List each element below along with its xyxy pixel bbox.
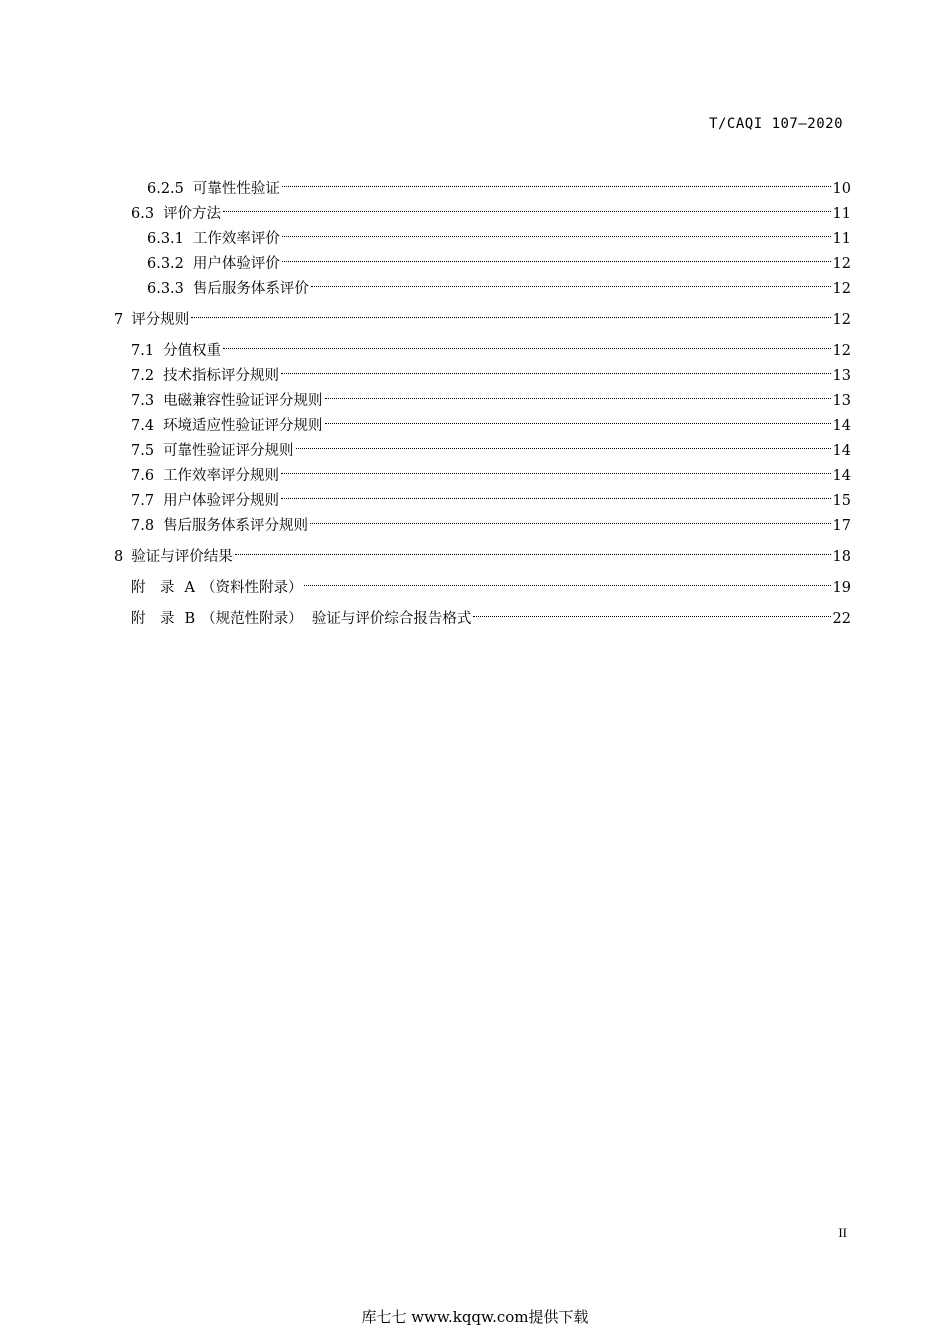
toc-entry-title: 电磁兼容性验证评分规则	[163, 393, 323, 409]
toc-entry-number: 7.1	[131, 343, 155, 359]
toc-leader-dots	[223, 333, 830, 355]
toc-leader-dots	[304, 570, 830, 592]
toc-entry-number: 7.8	[131, 518, 155, 534]
toc-leader-dots	[235, 539, 831, 561]
toc-leader-dots	[191, 302, 830, 324]
toc-entry-number: 7.7	[131, 493, 155, 509]
toc-entry-page: 17	[832, 518, 851, 534]
toc-entry-title: 售后服务体系评价	[192, 281, 309, 297]
toc-entry-number: 7.3	[131, 393, 155, 409]
toc-entry-number: 7	[114, 312, 124, 328]
appendix-title: （规范性附录） 验证与评价综合报告格式	[201, 611, 472, 627]
toc-entry-number: 7.4	[131, 418, 155, 434]
toc-appendix-entry[interactable]	[131, 570, 851, 596]
toc-entry-number: 6.3.2	[147, 256, 184, 272]
toc-entry-title: 环境适应性验证评分规则	[163, 418, 323, 434]
toc-entry-page: 18	[832, 549, 851, 565]
toc-entry-title: 分值权重	[163, 343, 222, 359]
appendix-letter: B	[184, 611, 196, 627]
toc-entry[interactable]	[131, 483, 851, 509]
toc-entry-title: 评价方法	[163, 206, 222, 222]
toc-entry-title: 可靠性验证评分规则	[163, 443, 294, 459]
toc-entry-title: 售后服务体系评分规则	[163, 518, 309, 534]
toc-entry[interactable]	[131, 508, 851, 534]
toc-leader-dots	[281, 483, 830, 505]
toc-entry[interactable]	[131, 358, 851, 384]
toc-entry-title: 工作效率评价	[192, 231, 280, 247]
toc-leader-dots	[282, 246, 831, 268]
toc-entry-title: 验证与评价结果	[131, 549, 233, 565]
toc-entry-number: 7.2	[131, 368, 155, 384]
toc-entry-number: 6.3.1	[147, 231, 184, 247]
appendix-title: （资料性附录）	[200, 580, 303, 596]
toc-entry-page: 12	[832, 256, 851, 272]
toc-entry-page: 11	[832, 206, 851, 222]
toc-leader-dots	[325, 383, 831, 405]
toc-entry-title: 技术指标评分规则	[163, 368, 280, 384]
toc-entry-title: 评分规则	[131, 312, 190, 328]
toc-entry-page: 19	[832, 580, 851, 596]
toc-leader-dots	[281, 458, 830, 480]
page-number: II	[838, 1225, 847, 1240]
toc-leader-dots	[223, 196, 830, 218]
download-source-note: 库七七 www.kqqw.com提供下载	[361, 1308, 589, 1326]
toc-leader-dots	[282, 171, 831, 193]
toc-entry[interactable]	[114, 302, 851, 328]
toc-entry-page: 11	[832, 231, 851, 247]
toc-entry[interactable]	[147, 171, 851, 197]
toc-leader-dots	[311, 271, 831, 293]
toc-entry-number: 7.6	[131, 468, 155, 484]
toc-entry[interactable]	[131, 196, 851, 222]
toc-entry-title: 用户体验评分规则	[163, 493, 280, 509]
toc-entry[interactable]	[147, 221, 851, 247]
toc-entry-page: 13	[832, 393, 851, 409]
toc-entry-title: 用户体验评价	[192, 256, 280, 272]
appendix-prefix: 附 录	[131, 611, 175, 627]
appendix-letter: A	[184, 580, 195, 596]
toc-entry[interactable]	[147, 271, 851, 297]
toc-leader-dots	[281, 358, 830, 380]
toc-leader-dots	[473, 601, 830, 623]
toc-entry-page: 14	[832, 468, 851, 484]
toc-entry-page: 15	[832, 493, 851, 509]
toc-entry-page: 14	[832, 443, 851, 459]
toc-entry-title: 可靠性性验证	[192, 181, 280, 197]
toc-entry-number: 6.3	[131, 206, 155, 222]
toc-entry-page: 12	[832, 312, 851, 328]
toc-entry-number: 7.5	[131, 443, 155, 459]
toc-leader-dots	[325, 408, 831, 430]
toc-entry-number: 6.3.3	[147, 281, 184, 297]
toc-leader-dots	[310, 508, 830, 530]
toc-entry[interactable]	[131, 433, 851, 459]
toc-entry[interactable]	[131, 383, 851, 409]
toc-entry-page: 22	[832, 611, 851, 627]
toc-entry-number: 8	[114, 549, 124, 565]
appendix-prefix: 附 录	[131, 580, 175, 596]
toc-entry-page: 10	[832, 181, 851, 197]
toc-leader-dots	[282, 221, 831, 243]
toc-entry[interactable]	[131, 333, 851, 359]
toc-leader-dots	[296, 433, 831, 455]
toc-entry[interactable]	[114, 539, 851, 565]
document-code: T/CAQI 107—2020	[709, 116, 843, 132]
toc-entry-number: 6.2.5	[147, 181, 184, 197]
toc-entry[interactable]	[147, 246, 851, 272]
toc-entry-page: 13	[832, 368, 851, 384]
toc-entry[interactable]	[131, 408, 851, 434]
toc-entry-title: 工作效率评分规则	[163, 468, 280, 484]
toc-entry-page: 12	[832, 343, 851, 359]
toc-entry-page: 14	[832, 418, 851, 434]
toc-entry[interactable]	[131, 458, 851, 484]
toc-appendix-entry[interactable]	[131, 601, 851, 627]
toc-entry-page: 12	[832, 281, 851, 297]
